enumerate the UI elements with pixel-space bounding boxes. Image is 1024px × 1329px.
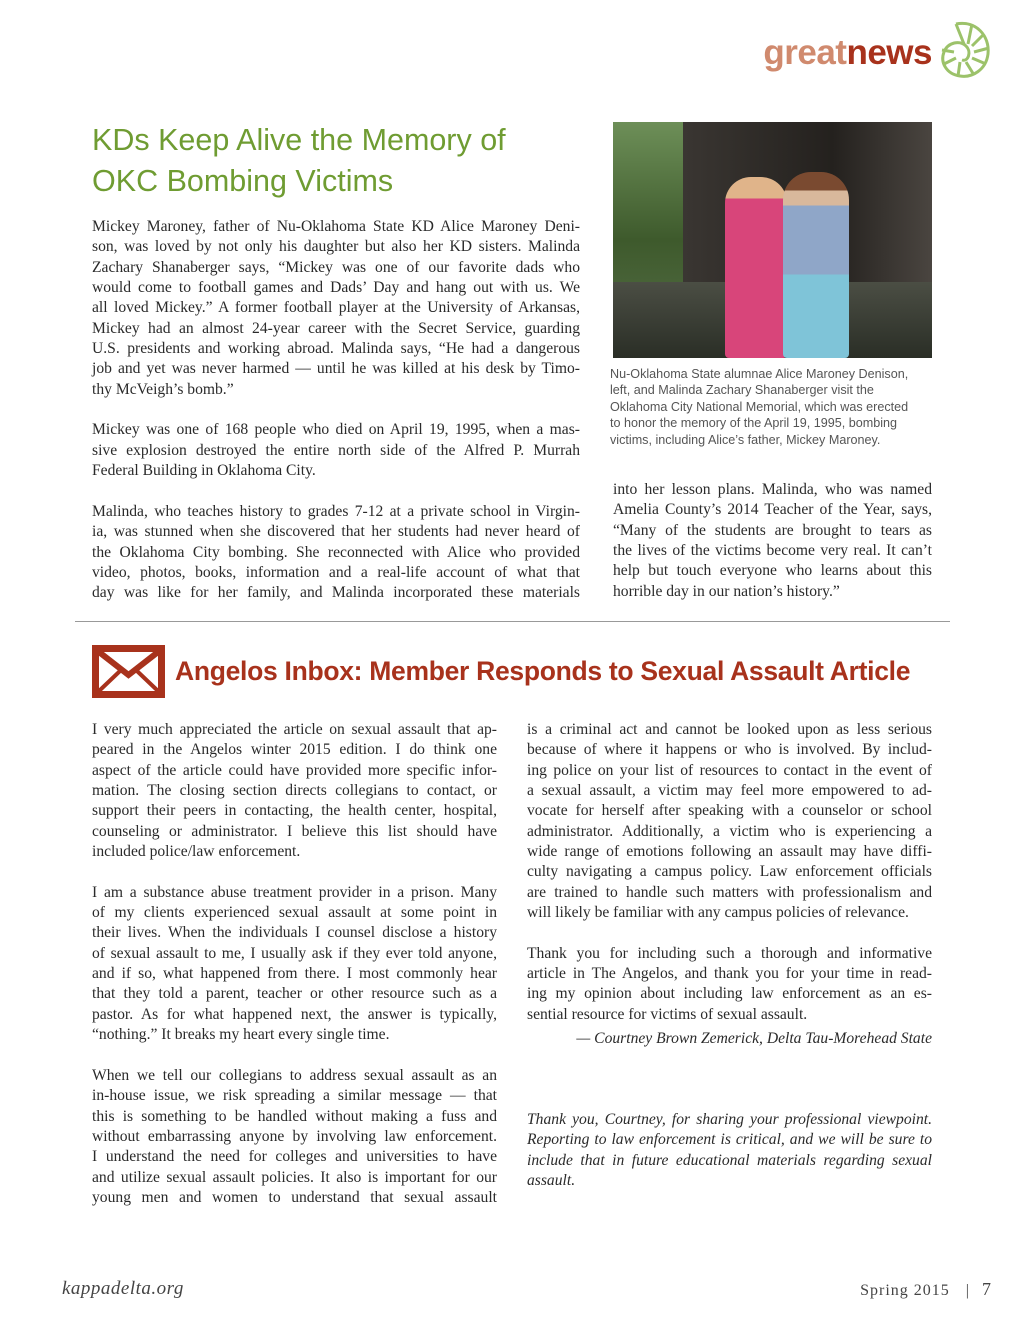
text-line: ing my opinion about including law enforcement as an es- <box>527 985 932 1003</box>
text-line: Zachary Shanaberger says, “Mickey was one of our favorite dads who <box>92 258 580 276</box>
text-line: thy McVeigh’s bomb.” <box>92 380 234 398</box>
text-line: are trained to handle such matters with professionalism and <box>527 883 932 901</box>
text-line: horrible day in our nation’s history.” <box>613 582 840 600</box>
text-line: into her lesson plans. Malinda, who was named <box>613 481 932 498</box>
text-line: without embarrassing anyone by involving law enforcement. <box>92 1127 497 1145</box>
article1-left-column <box>92 217 580 624</box>
text-line: Thank you, Courtney, for sharing your professional viewpoint. <box>527 1111 932 1128</box>
text-line: all loved Mickey.” A former football player at the University of Arkansas, <box>92 299 580 317</box>
text-line: assault. <box>527 1172 576 1190</box>
paragraph <box>92 217 580 400</box>
logo-text-great: great <box>763 33 847 72</box>
paragraph <box>92 420 580 481</box>
text-line: U.S. presidents and working abroad. Malinda says, “He had a dangerous <box>92 340 580 358</box>
text-line: I very much appreciated the article on sexual assault that ap- <box>92 721 497 738</box>
inbox-title: Angelos Inbox: Member Responds to Sexual Assault Article <box>175 656 911 686</box>
caption-line: Nu-Oklahoma State alumnae Alice Maroney Denison, <box>610 367 909 381</box>
text-line: peared in the Angelos winter 2015 edition. I do think one <box>92 741 497 759</box>
paragraph <box>92 720 497 862</box>
text-line: the Oklahoma City bombing. She reconnected with Alice who provided <box>92 543 580 561</box>
section-divider <box>75 621 950 622</box>
text-line: help but touch everyone who learns about this <box>613 562 932 580</box>
text-line: When we tell our collegians to address sexual assault as an <box>92 1066 497 1084</box>
caption-line: victims, including Alice’s father, Mickey Maroney. <box>610 432 881 447</box>
text-line: video, photos, books, information and a real-life account of what that <box>92 563 580 581</box>
text-line: and if so, what happened from there. I most commonly hear <box>92 965 497 983</box>
article2-right-column <box>527 720 932 1046</box>
text-line: would come to football games and Dads’ Day and hang out with us. We <box>92 279 580 297</box>
text-line: aspect of the article could have provided more specific infor- <box>92 761 497 779</box>
paragraph <box>527 944 932 1025</box>
caption-line: to honor the memory of the April 19, 1995, bombing <box>610 416 898 431</box>
text-line: culty navigating a campus policy. Law enforcement officials <box>527 863 932 881</box>
text-line: counseling or administrator. I believe this list should have <box>92 822 497 840</box>
text-line: Amelia County’s 2014 Teacher of the Year, says, <box>613 501 932 519</box>
text-line: Reporting to law enforcement is critical, and we will be sure to <box>527 1131 932 1149</box>
text-line: sential resource for victims of sexual assault. <box>527 1005 808 1023</box>
greatnews-logo <box>763 26 992 80</box>
headline-line: OKC Bombing Victims <box>92 164 394 198</box>
text-line: that they told a parent, teacher or other resource such as a <box>92 985 497 1003</box>
issue-label: Spring 2015 <box>860 1282 950 1299</box>
text-line: ing police on your list of resources to contact in the event of <box>527 761 932 779</box>
article2-left-column <box>92 720 497 1229</box>
text-line: “nothing.” It breaks my heart every single time. <box>92 1026 390 1044</box>
article1-right-column <box>613 480 932 622</box>
letter-signature: — Courtney Brown Zemerick, Delta Tau-Morehead State <box>576 1030 932 1047</box>
paragraph <box>92 1066 497 1208</box>
paragraph <box>527 720 932 923</box>
paragraph <box>613 480 932 602</box>
text-line: and utilize sexual assault policies. It also is important for our <box>92 1168 497 1186</box>
text-line: this is something to be handled without making a fuss and <box>92 1107 497 1125</box>
headline-line: KDs Keep Alive the Memory of <box>92 123 506 157</box>
photo-woman-left <box>725 177 787 358</box>
text-line: support their peers in contacting, the health center, hospital, <box>92 802 497 820</box>
text-line: Thank you for including such a thorough and informative <box>527 944 932 962</box>
envelope-icon <box>92 645 165 698</box>
caption-line: left, and Malinda Zachary Shanaberger visit the <box>610 383 874 398</box>
nautilus-shell-icon <box>936 18 992 80</box>
text-line: pastor. As for what happened next, the answer is typically, <box>92 1005 497 1023</box>
text-line: a sexual assault, a victim may feel more empowered to ad- <box>527 782 932 800</box>
text-line: Mickey Maroney, father of Nu-Oklahoma State KD Alice Maroney Deni- <box>92 218 580 235</box>
text-line: “Many of the students are brought to tears as <box>613 521 932 539</box>
text-line: wide range of emotions following an assault may have diffi- <box>527 843 932 861</box>
article-headline <box>92 120 592 202</box>
memorial-photo <box>613 122 932 358</box>
paragraph <box>92 883 497 1046</box>
text-line: their lives. When the individuals I counsel disclose a history <box>92 924 497 942</box>
text-line: I am a substance abuse treatment provider in a prison. Many <box>92 883 497 901</box>
page-number: 7 <box>982 1279 992 1299</box>
text-line: of sexual assault to me, I usually ask if they ever told anyone, <box>92 944 497 962</box>
text-line: day was like for her family, and Malinda incorporated these materials <box>92 584 580 602</box>
text-line: Federal Building in Oklahoma City. <box>92 462 316 480</box>
footer-website: kappadelta.org <box>62 1278 184 1299</box>
text-line: included police/law enforcement. <box>92 843 301 861</box>
text-line: mation. The closing section directs collegians to contact, or <box>92 782 497 800</box>
paragraph <box>92 502 580 604</box>
text-line: because of where it happens or who is involved. By includ- <box>527 741 932 759</box>
footer-issue <box>860 1279 992 1300</box>
text-line: administrator. Additionally, a victim who is experiencing a <box>527 822 932 840</box>
text-line: job and yet was never harmed — until he was killed at his desk by Timo- <box>92 360 580 378</box>
text-line: son, was loved by not only his daughter but also her KD sisters. Malinda <box>92 238 580 256</box>
photo-caption <box>610 366 940 448</box>
text-line: will likely be familiar with any campus policies of relevance. <box>527 904 909 922</box>
text-line: is a criminal act and cannot be looked upon as less serious <box>527 721 932 738</box>
photo-woman-right <box>783 172 849 358</box>
text-line: the lives of the victims become very real. It can’t <box>613 542 932 560</box>
text-line: young men and women to understand that sexual assault <box>92 1188 497 1206</box>
text-line: I understand the need for colleges and universities to have <box>92 1148 497 1166</box>
text-line: sive explosion destroyed the entire north side of the Alfred P. Murrah <box>92 441 580 459</box>
text-line: Mickey was one of 168 people who died on April 19, 1995, when a mas- <box>92 421 580 439</box>
editor-response <box>527 1110 932 1191</box>
footer-separator: | <box>965 1282 970 1299</box>
text-line: Mickey had an almost 24-year career with the Secret Service, guarding <box>92 319 580 337</box>
caption-line: Oklahoma City National Memorial, which was erected <box>610 399 909 414</box>
text-line: vocate for herself after speaking with a counselor or school <box>527 802 932 820</box>
logo-text-news: news <box>846 33 932 72</box>
text-line: ia, was stunned when she discovered that her students had never heard of <box>92 523 580 541</box>
text-line: include that in future educational materials regarding sexual <box>527 1151 932 1169</box>
text-line: in-house issue, we risk spreading a similar message — that <box>92 1087 497 1105</box>
text-line: of my clients experienced sexual assault at some point in <box>92 904 497 922</box>
text-line: article in The Angelos, and thank you for your time in read- <box>527 965 932 983</box>
text-line: Malinda, who teaches history to grades 7-12 at a private school in Virgin- <box>92 502 580 520</box>
